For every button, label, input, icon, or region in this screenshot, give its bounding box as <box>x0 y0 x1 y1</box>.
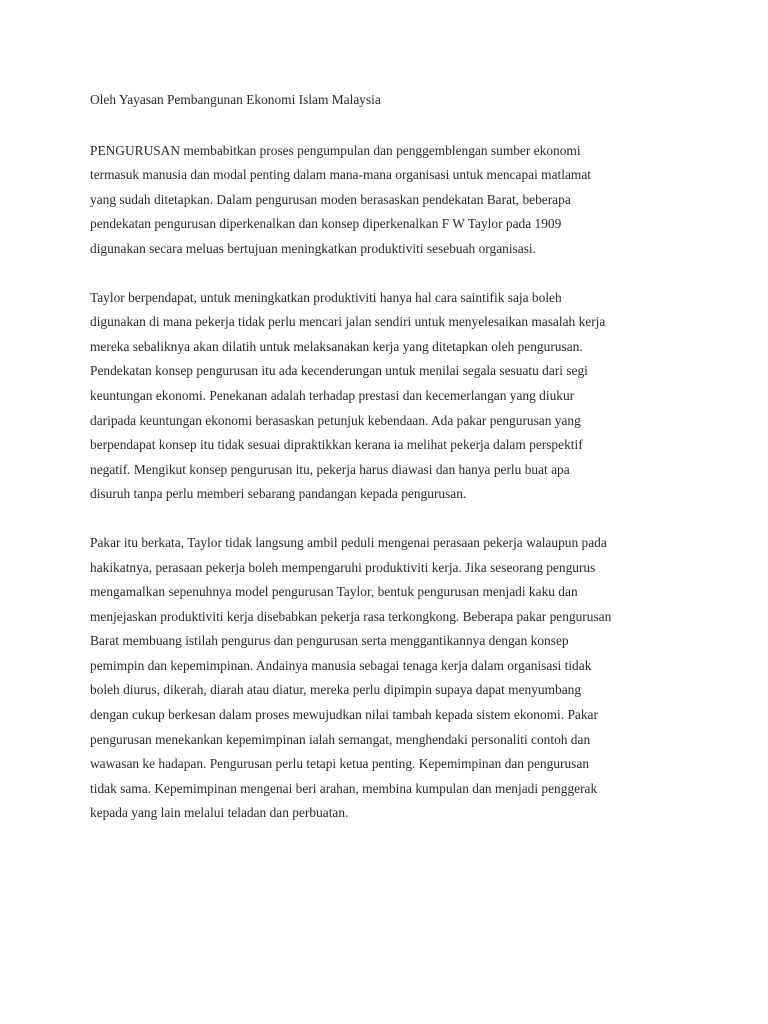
paragraph-2 <box>90 286 690 507</box>
text-line: dengan cukup berkesan dalam proses mewujudkan nilai tambah kepada sistem ekonomi. Pakar <box>90 707 598 723</box>
text-line: wawasan ke hadapan. Pengurusan perlu tetapi ketua penting. Kepemimpinan dan pengurusan <box>90 756 590 772</box>
text-line: mengamalkan sepenuhnya model pengurusan Taylor, bentuk pengurusan menjadi kaku dan <box>90 584 578 600</box>
text-line: termasuk manusia dan modal penting dalam mana-mana organisasi untuk mencapai matlamat <box>90 167 592 183</box>
text-line: berpendapat konsep itu tidak sesuai dipraktikkan kerana ia melihat pekerja dalam perspektif <box>90 437 583 453</box>
document-page <box>90 88 690 850</box>
text-line: daripada keuntungan ekonomi berasaskan petunjuk kebendaan. Ada pakar pengurusan yang <box>90 412 581 428</box>
text-line: PENGURUSAN membabitkan proses pengumpulan dan penggemblengan sumber ekonomi <box>90 142 581 158</box>
text-line: boleh diurus, dikerah, diarah atau diatur, mereka perlu dipimpin supaya dapat menyumbang <box>90 682 582 698</box>
text-line: mereka sebaliknya akan dilatih untuk melaksanakan kerja yang ditetapkan oleh pengurusan. <box>90 338 583 354</box>
text-line: Pakar itu berkata, Taylor tidak langsung ambil peduli mengenai perasaan pekerja walaupun pada <box>90 534 607 550</box>
byline: Oleh Yayasan Pembangunan Ekonomi Islam Malaysia <box>90 92 381 107</box>
text-line: yang sudah ditetapkan. Dalam pengurusan moden berasaskan pendekatan Barat, beberapa <box>90 191 571 207</box>
text-line: negatif. Mengikut konsep pengurusan itu, pekerja harus diawasi dan hanya perlu buat apa <box>90 461 570 477</box>
text-line: hakikatnya, perasaan pekerja boleh mempengaruhi produktiviti kerja. Jika seseorang pengurus <box>90 559 596 575</box>
text-line: digunakan secara meluas bertujuan meningkatkan produktiviti sesebuah organisasi. <box>90 240 536 256</box>
text-line: menjejaskan produktiviti kerja disebabkan pekerja rasa terkongkong. Beberapa pakar pengurusan <box>90 608 612 624</box>
text-line: Taylor berpendapat, untuk meningkatkan produktiviti hanya hal cara saintifik saja boleh <box>90 289 562 305</box>
text-line: Pendekatan konsep pengurusan itu ada kecenderungan untuk menilai segala sesuatu dari segi <box>90 363 588 379</box>
text-line: disuruh tanpa perlu memberi sebarang pandangan kepada pengurusan. <box>90 486 467 502</box>
text-line: pendekatan pengurusan diperkenalkan dan konsep diperkenalkan F W Taylor pada 1909 <box>90 216 562 232</box>
text-line: tidak sama. Kepemimpinan mengenai beri arahan, membina kumpulan dan menjadi penggerak <box>90 780 598 796</box>
text-line: kepada yang lain melalui teladan dan perbuatan. <box>90 805 349 821</box>
text-line: keuntungan ekonomi. Penekanan adalah terhadap prestasi dan kecemerlangan yang diukur <box>90 387 575 403</box>
paragraph-1 <box>90 139 690 262</box>
paragraph-3 <box>90 531 690 826</box>
text-line: pengurusan menekankan kepemimpinan ialah semangat, menghendaki personaliti contoh dan <box>90 731 591 747</box>
text-line: Barat membuang istilah pengurus dan pengurusan serta menggantikannya dengan konsep <box>90 633 569 649</box>
text-line: pemimpin dan kepemimpinan. Andainya manusia sebagai tenaga kerja dalam organisasi tidak <box>90 657 592 673</box>
text-line: digunakan di mana pekerja tidak perlu mencari jalan sendiri untuk menyelesaikan masalah kerja <box>90 314 606 330</box>
